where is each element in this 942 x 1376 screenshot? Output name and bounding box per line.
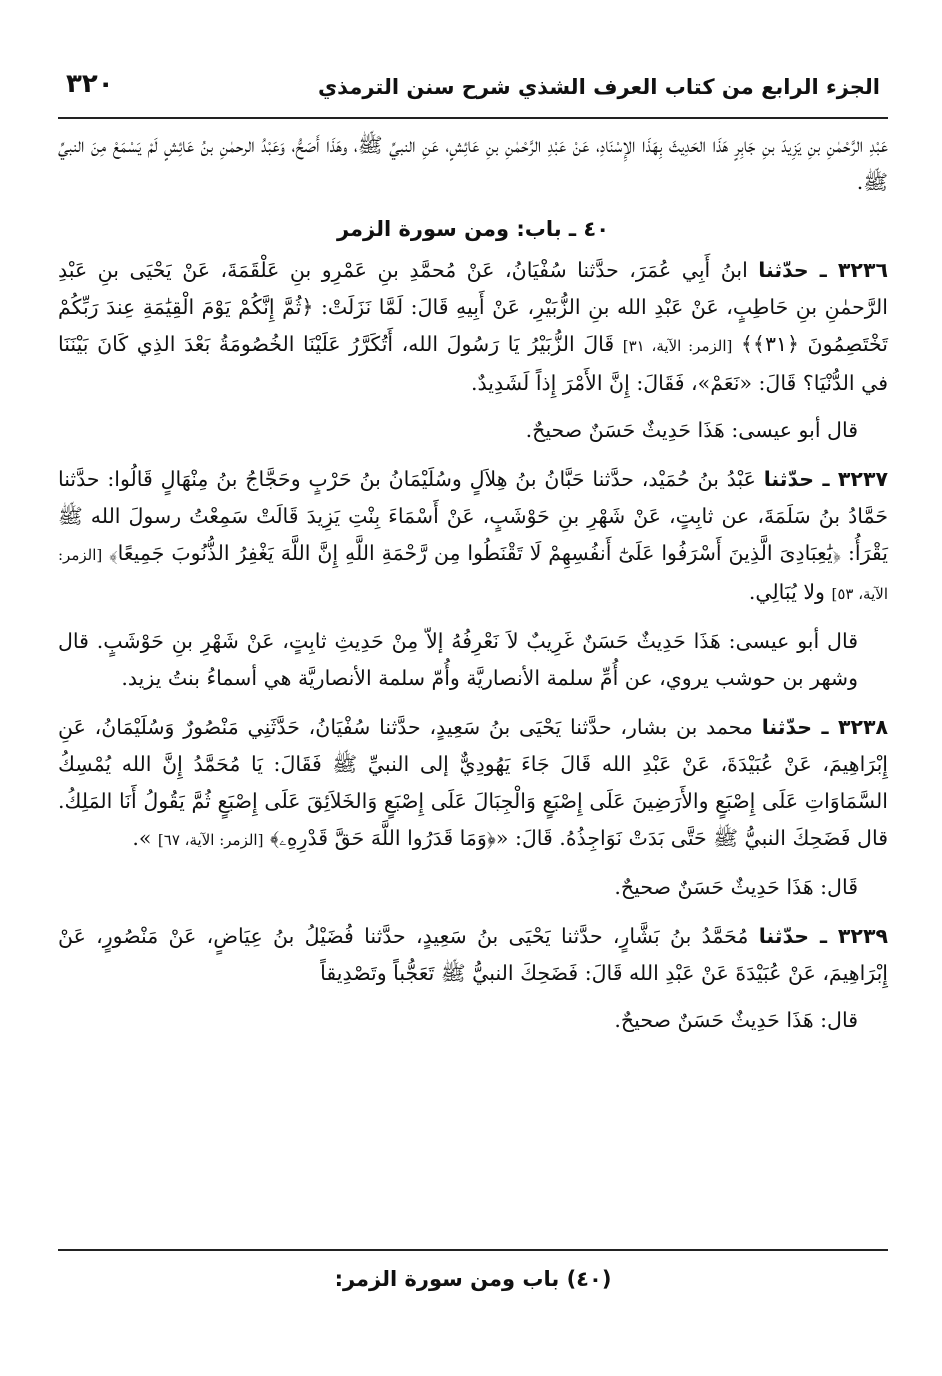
hadith-grading: قال: هَذَا حَدِيثٌ حَسَنٌ صحيحٌ. xyxy=(614,1008,858,1032)
hadith-text-continued: ولا يُبَالِي. xyxy=(748,580,825,604)
hadith-text: مُحَمَّدُ بنُ بَشَّارٍ، حدَّثنا يَحْيَى بنُ سَعِيدٍ، حدَّثنا فُضَيْلُ بنُ عِيَاضٍ، عَنْ مَنْصُورٍ، عَنْ إِبْرَاهِيمَ، عَنْ عُبَيْدَةَ عَنْ عَبْدِ الله قَالَ: فَضَحِكَ النبيُّ ﷺ تَعَجُّباً وتَصْدِيقاً xyxy=(58,924,888,985)
hadith-text: محمد بن بشار، حدَّثنا يَحْيَى بنُ سَعِيدٍ، حدَّثنا سُفْيَانُ، حَدَّثَنِي مَنْصُورٌ وَسُلَيْمَانُ، عَنِ إِبْرَاهِيمَ، عَنْ عُبَيْدَةَ، عَنْ عَبْدِ الله قَالَ جَاءَ يَهُودِيٌّ إلى النبيِّ ﷺ فَقَالَ: يَا مُحَمَّدُ إِنَّ الله يُمْسِكُ السَّمَاوَاتِ عَلَى إِصْبَعٍ والأَرَضِينَ عَلَى إِصْبَعٍ وَالْجِبَالَ عَلَى إِصْبَعٍ وَالخَلاَئِقَ عَلَى إِصْبَعٍ ثُمَّ يَقُولُ أَنَا المَلِكُ. قال فَضَحِكَ النبيُّ ﷺ حَتَّى بَدَتْ نَوَاجِذُهُ. قَالَ: «﴿وَمَا قَدَرُوا اللَّهَ حَقَّ قَدْرِهِۦ﴾ xyxy=(58,715,888,850)
running-header-title: الجزء الرابع من كتاب العرف الشذي شرح سنن الترمذي xyxy=(317,75,880,99)
quran-reference: [الزمر: الآية، ٣١] xyxy=(622,337,733,355)
footnote-divider xyxy=(58,1249,888,1251)
quran-reference: [الزمر: الآية، ٦٧] xyxy=(157,831,264,849)
hadith-grading: قَال: هَذَا حَدِيثٌ حَسَنٌ صحيحٌ. xyxy=(614,875,858,899)
hadith-text: ابنُ أَبِي عُمَرَ، حدَّثنا سُفْيَانُ، عَنْ مُحمَّدِ بنِ عَمْرِو بنِ عَلْقَمَةَ، عَنْ يَحْيَى بنِ عَبْدِ الرَّحمٰنِ بنِ حَاطِبٍ، عَنْ عَبْدِ الله بنِ الزُّبَيْرِ، عَنْ أَبِيهِ قَالَ: لَمَّا نَزَلَتْ: ﴿ثُمَّ إِنَّكُمْ يَوْمَ الْقِيَٰمَةِ عِندَ رَبِّكُمْ تَخْتَصِمُونَ ﴿٣١﴾﴾ xyxy=(58,258,888,356)
hadith-3237 xyxy=(58,461,888,613)
main-text xyxy=(58,119,888,1039)
hadith-number: ٣٢٣٧ ـ حدّثنا xyxy=(763,467,888,491)
hadith-number: ٣٢٣٨ ـ حدّثنا xyxy=(761,715,888,739)
hadith-text-continued: ». xyxy=(132,826,152,850)
hadith-number: ٣٢٣٦ ـ حدّثنا xyxy=(758,258,888,282)
hadith-text-continued: قَالَ الزُّبَيْرُ يَا رَسُولَ الله، أَتُكَرَّرُ عَلَيْنَا الخُصُومَةُ بَعْدَ الذِي كَانَ بَيْنَنَا في الدُّنْيَا؟ قَالَ: «نَعَمْ»، فَقَالَ: إِنَّ الأَمْرَ إِذاً لَشَدِيدٌ. xyxy=(58,332,888,395)
hadith-3236 xyxy=(58,252,888,402)
page-header xyxy=(58,55,888,119)
footnote: (٤٠) باب ومن سورة الزمر: xyxy=(334,1267,612,1291)
hadith-number: ٣٢٣٩ ـ حدّثنا xyxy=(758,924,888,948)
hadith-grading: قال أبو عيسى: هَذَا حَدِيثٌ حَسَنٌ صحيحٌ. xyxy=(525,418,858,442)
section-heading: ٤٠ ـ باب: ومن سورة الزمر xyxy=(336,217,610,241)
hadith-grading: قال أبو عيسى: هَذَا حَدِيثٌ حَسَنٌ غَرِيبٌ لاَ نَعْرِفُهُ إلاّ مِنْ حَدِيثِ ثابِتٍ، عَنْ شَهْرِ بنِ حَوْشَبٍ. قال وشهر بن حوشب يروي، عن أُمِّ سلمة الأنصاريَّة وأُمّ سلمة الأنصاريَّة هي أسماءُ بنتُ يزيد. xyxy=(58,629,858,690)
hadith-3238 xyxy=(58,709,888,859)
page-number: ٣٢٠ xyxy=(66,69,114,99)
page xyxy=(58,55,888,1345)
hadith-text: عَبْدُ بنُ حُمَيْد، حدَّثنا حَبَّانُ بنُ هِلاَلٍ وسُلَيْمَانُ بنُ حَرْبٍ وحَجَّاجُ بنُ مِنْهَالٍ قَالُوا: حدَّثنا حَمَّادُ بنُ سَلَمَةَ، عن ثابِتٍ، عَنْ شَهْرِ بنِ حَوْشَبٍ، عَنْ أَسْمَاءَ بِنْتِ يَزِيدَ قَالَتْ سَمِعْتُ رسولَ الله ﷺ يَقْرَأُ: ﴿يَٰعِبَادِىَ الَّذِينَ أَسْرَفُوا عَلَىٰٓ أَنفُسِهِمْ لَا تَقْنَطُوا مِن رَّحْمَةِ اللَّهِ إِنَّ اللَّهَ يَغْفِرُ الذُّنُوبَ جَمِيعًا﴾ xyxy=(58,467,888,565)
intro-paragraph: عَبْدِ الرَّحْمٰنِ بنِ يَزِيدَ بنِ جَابِرٍ هَذَا الحَدِيثَ بِهَذَا الإِسْنَادِ، عَنْ عَبْدِ الرَّحْمٰنِ بنِ عَائِشٍ، عَنِ النبيِّ ﷺ، وهَذَا أَصَحُّ، وَعَبْدُ الرحمٰنِ بنُ عَائِشٍ لَمْ يَسْمَعْ مِنَ النبيِّ ﷺ. xyxy=(58,133,888,194)
quran-reference: [الزمر: الآية، ٥٣] xyxy=(58,546,888,603)
hadith-3239 xyxy=(58,918,888,992)
